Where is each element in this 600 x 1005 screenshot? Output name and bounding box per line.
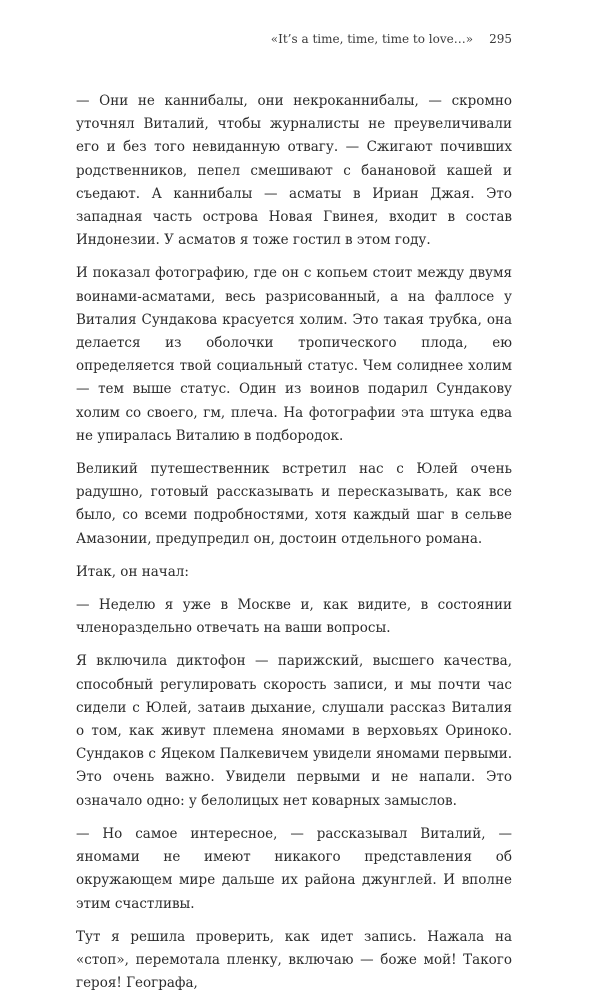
paragraph-1: — Они не каннибалы, они некроканнибалы, — скромно уточнял Виталий, чтобы журналисты не преувеличивали его и без того невиданную отвагу. — Сжигают почивших родственников, пепел смешивают с банановой кашей и съедают. А каннибалы — асматы в Ириан Джая. Это западная часть острова Новая Гвинея, входит в состав Индонезии. У асматов я тоже гостил в этом году. (76, 93, 512, 249)
paragraph-7: — Но самое интересное, — рассказывал Виталий, — яномами не имеют никакого представления об окружающем мире дальше их района джунглей. И вполне этим счастливы. (76, 825, 512, 912)
running-header (271, 32, 512, 46)
paragraph-2: И показал фотографию, где он с копьем стоит между двумя воинами-асматами, весь разрисованный, а на фаллосе у Виталия Сундакова красуется холим. Это такая трубка, она делается из оболочки тропического плода, ею определяется твой социальный статус. Чем солиднее холим — тем выше статус. Один из воинов подарил Сундакову холим со своего, гм, плеча. На фотографии эта штука едва не упиралась Виталию в подбородок. (76, 265, 512, 444)
paragraph-5: — Неделю я уже в Москве и, как видите, в состоянии членораздельно отвечать на ваши вопросы. (76, 597, 512, 637)
paragraph-6: Я включила диктофон — парижский, высшего качества, способный регулировать скорость записи, и мы почти час сидели с Юлей, затаив дыхание, слушали рассказ Виталия о том, как живут племена яномами в верховьях Ориноко. Сундаков с Яцеком Палкевичем увидели яномами первыми. Это очень важно. Увидели первыми и не напали. Это означало одно: у белолицых нет коварных замыслов. (76, 653, 512, 809)
running-title: «It’s a time, time, time to love…» (270, 32, 474, 46)
paragraph-3: Великий путешественник встретил нас с Юлей очень радушно, готовый рассказывать и пересказывать, как все было, со всеми подробностями, хотя каждый шаг в сельве Амазонии, предупредил он, достоин отдельного романа. (76, 461, 512, 547)
paragraph-8: Тут я решила проверить, как идет запись. Нажала на «стоп», перемотала пленку, включаю — боже мой! Такого героя! Географа, (76, 928, 512, 992)
paragraph-4: Итак, он начал: (76, 563, 189, 580)
page-number: 295 (489, 32, 512, 46)
body-text (76, 90, 512, 1005)
